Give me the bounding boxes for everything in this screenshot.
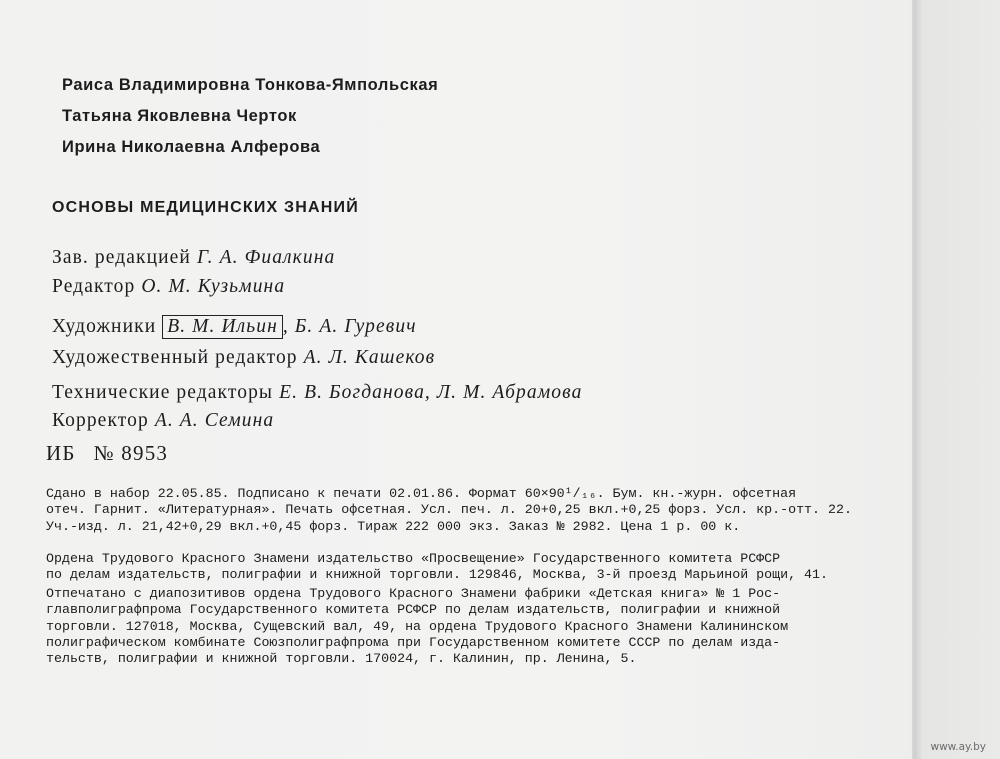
ib-number: [46, 441, 168, 466]
credit-role: Корректор: [52, 410, 149, 431]
credit-name: , Б. А. Гуревич: [282, 316, 417, 337]
printer-line: торговли. 127018, Москва, Сущевский вал, 49, на ордена Трудового Красного Знамени Калининском: [46, 618, 789, 634]
credit-role: Зав. редакцией: [52, 247, 191, 268]
author-name: Ирина Николаевна Алферова: [62, 138, 321, 156]
printer-line: главполиграфпрома Государственного комитета РСФСР по делам издательств, полиграфии и книжной: [46, 602, 781, 618]
credit-name: О. М. Кузьмина: [141, 276, 286, 297]
spec-line: Сдано в набор 22.05.85. Подписано к печати 02.01.86. Формат 60×90¹/₁₆. Бум. кн.-журн. офсетная: [46, 486, 797, 501]
credit-artists: [52, 316, 417, 338]
spec-line: Уч.-изд. л. 21,42+0,29 вкл.+0,45 форз. Тираж 222 000 экз. Заказ № 2982. Цена 1 р. 00 к.: [46, 518, 741, 534]
printer-info: [46, 586, 888, 667]
ib-value: № 8953: [93, 441, 169, 465]
book-title: ОСНОВЫ МЕДИЦИНСКИХ ЗНАНИЙ: [52, 199, 359, 216]
print-specs: [46, 486, 888, 535]
author-name: Раиса Владимировна Тонкова-Ямпольская: [62, 76, 439, 94]
credit-art-editor: [52, 347, 435, 369]
credit-role: Технические редакторы: [52, 382, 274, 403]
credit-role: Художники: [52, 316, 157, 337]
credit-name: А. А. Семина: [154, 410, 275, 431]
credit-name: Г. А. Фиалкина: [196, 247, 336, 268]
spec-line: отеч. Гарнит. «Литературная». Печать офсетная. Усл. печ. л. 20+0,25 вкл.+0,25 форз. Усл. кр.-отт. 22.: [46, 502, 852, 518]
credit-name: Е. В. Богданова, Л. М. Абрамова: [279, 382, 583, 403]
printer-line: тельств, полиграфии и книжной торговли. 170024, г. Калинин, пр. Ленина, 5.: [46, 651, 637, 667]
credit-head-editor: [52, 247, 335, 269]
authors-block: [62, 70, 438, 163]
site-watermark: www.ay.by: [930, 741, 986, 753]
credit-tech-editors: [52, 382, 582, 404]
credit-name: А. Л. Кашеков: [303, 347, 436, 368]
boxed-artist-name: В. М. Ильин: [162, 315, 283, 339]
publisher-info: [46, 551, 888, 584]
ib-label: ИБ: [46, 441, 76, 465]
publisher-line: Ордена Трудового Красного Знамени издательство «Просвещение» Государственного комитета РСФСР: [46, 551, 781, 566]
credit-proofreader: [52, 410, 274, 432]
author-name: Татьяна Яковлевна Черток: [62, 107, 297, 125]
page-edge-shadow: [912, 0, 1000, 759]
credit-editor: [52, 276, 285, 298]
credit-role: Художественный редактор: [52, 347, 298, 368]
printer-line: Отпечатано с диапозитивов ордена Трудового Красного Знамени фабрики «Детская книга» № 1 Рос-: [46, 586, 781, 601]
credit-role: Редактор: [52, 276, 136, 297]
publisher-line: по делам издательств, полиграфии и книжной торговли. 129846, Москва, 3-й проезд Марьиной рощи, 41.: [46, 567, 828, 583]
printer-line: полиграфическом комбинате Союзполиграфпрома при Государственном комитете СССР по делам изда-: [46, 634, 781, 650]
